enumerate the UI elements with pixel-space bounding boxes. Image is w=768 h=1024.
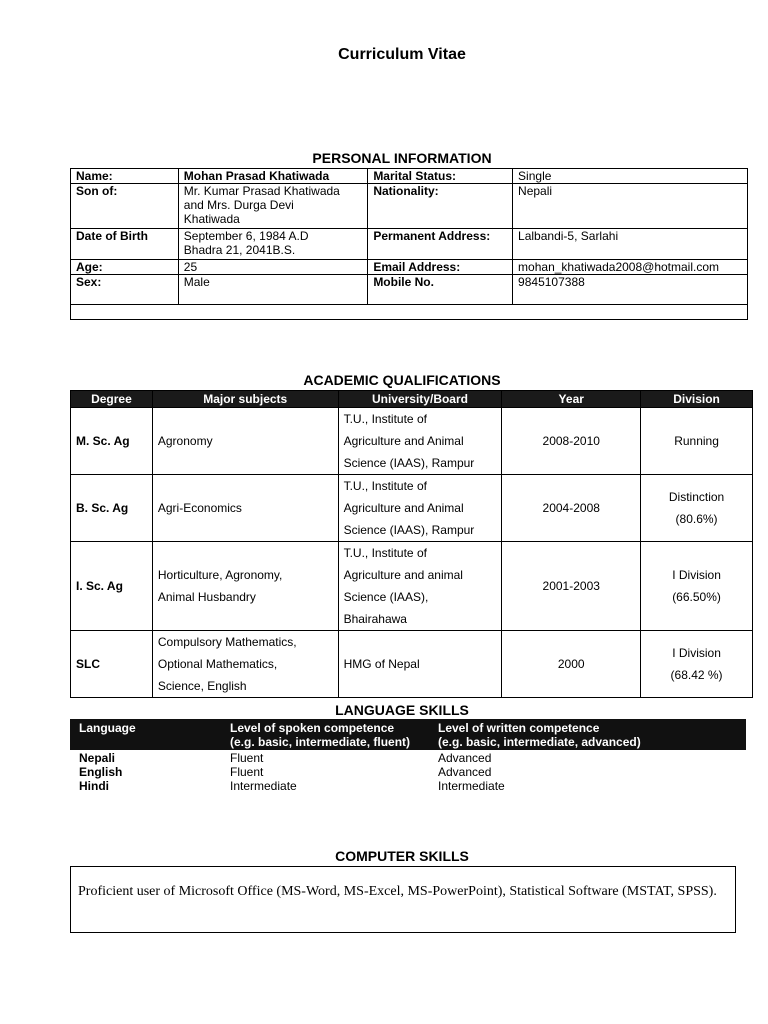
name-value: Mohan Prasad Khatiwada bbox=[178, 169, 368, 184]
subjects-cell bbox=[152, 408, 338, 475]
table-row bbox=[71, 260, 748, 275]
computer-heading: COMPUTER SKILLS bbox=[335, 848, 469, 864]
language-name: Hindi bbox=[79, 779, 109, 793]
dob-label: Date of Birth bbox=[71, 229, 179, 260]
division-cell-line: (80.6%) bbox=[675, 512, 718, 526]
division-cell-line: I Division bbox=[672, 568, 721, 582]
mobile-label: Mobile No. bbox=[368, 275, 513, 305]
marital-value: Single bbox=[513, 169, 748, 184]
table-row bbox=[71, 184, 748, 229]
university-cell-line: T.U., Institute of bbox=[343, 479, 427, 493]
column-header: Division bbox=[641, 391, 753, 408]
subjects-cell bbox=[152, 631, 338, 698]
column-header: Major subjects bbox=[152, 391, 338, 408]
table-row bbox=[71, 169, 748, 184]
division-cell bbox=[641, 631, 753, 698]
division-cell-line: Running bbox=[674, 434, 719, 448]
column-header-language: Language bbox=[79, 721, 136, 735]
dob-line: September 6, 1984 A.D bbox=[183, 229, 309, 243]
year-cell: 2004-2008 bbox=[502, 475, 641, 542]
column-header: Year bbox=[502, 391, 641, 408]
written-level: Advanced bbox=[438, 751, 492, 765]
header-line: (e.g. basic, intermediate, advanced) bbox=[438, 735, 641, 749]
language-header-row bbox=[70, 719, 746, 750]
university-cell-line: Agriculture and Animal bbox=[343, 501, 464, 515]
university-cell-line: Bhairahawa bbox=[343, 612, 407, 626]
table-row bbox=[71, 475, 753, 542]
degree-cell: I. Sc. Ag bbox=[71, 542, 153, 631]
written-level: Intermediate bbox=[438, 779, 505, 793]
university-cell-line: Agriculture and animal bbox=[343, 568, 463, 582]
table-row bbox=[71, 542, 753, 631]
university-cell-line: Science (IAAS), bbox=[343, 590, 429, 604]
subjects-cell-line: Agronomy bbox=[157, 434, 213, 448]
year-cell: 2000 bbox=[502, 631, 641, 698]
son-of-line: Mr. Kumar Prasad Khatiwada bbox=[183, 184, 340, 198]
language-row bbox=[79, 779, 109, 793]
year-cell: 2001-2003 bbox=[502, 542, 641, 631]
computer-skills-text: Proficient user of Microsoft Office (MS-Word, MS-Excel, MS-PowerPoint), Statistical Software (MSTAT, SPSS). bbox=[78, 884, 717, 899]
language-row bbox=[79, 765, 122, 779]
degree-cell: B. Sc. Ag bbox=[71, 475, 153, 542]
sex-value: Male bbox=[178, 275, 368, 305]
table-row bbox=[71, 631, 753, 698]
cv-title: Curriculum Vitae bbox=[338, 46, 466, 63]
nationality-value: Nepali bbox=[513, 184, 748, 229]
column-header-written bbox=[438, 721, 641, 749]
division-cell bbox=[641, 475, 753, 542]
empty-cell bbox=[71, 305, 748, 320]
language-row bbox=[79, 751, 115, 765]
dob-value bbox=[178, 229, 368, 260]
division-cell-line: I Division bbox=[672, 646, 721, 660]
spoken-level: Fluent bbox=[230, 765, 264, 779]
table-row bbox=[71, 229, 748, 260]
name-label: Name: bbox=[71, 169, 179, 184]
sex-label: Sex: bbox=[71, 275, 179, 305]
division-cell-line: (68.42 %) bbox=[670, 668, 723, 682]
language-heading: LANGUAGE SKILLS bbox=[335, 702, 469, 718]
spoken-level: Fluent bbox=[230, 751, 264, 765]
university-cell-line: T.U., Institute of bbox=[343, 412, 427, 426]
university-cell-line: Science (IAAS), Rampur bbox=[343, 523, 475, 537]
subjects-cell-line: Science, English bbox=[157, 679, 247, 693]
degree-cell: SLC bbox=[71, 631, 153, 698]
subjects-cell-line: Optional Mathematics, bbox=[157, 657, 278, 671]
university-cell-line: Science (IAAS), Rampur bbox=[343, 456, 475, 470]
email-value: mohan_khatiwada2008@hotmail.com bbox=[513, 260, 748, 275]
division-cell bbox=[641, 542, 753, 631]
personal-info-heading: PERSONAL INFORMATION bbox=[312, 150, 492, 166]
academic-heading: ACADEMIC QUALIFICATIONS bbox=[303, 372, 501, 388]
header-line: (e.g. basic, intermediate, fluent) bbox=[230, 735, 411, 749]
table-row bbox=[71, 408, 753, 475]
column-header-spoken bbox=[230, 721, 410, 749]
son-of-value bbox=[178, 184, 368, 229]
table-row-empty bbox=[71, 305, 748, 320]
table-row bbox=[71, 275, 748, 305]
university-cell-line: HMG of Nepal bbox=[343, 657, 420, 671]
column-header: University/Board bbox=[338, 391, 502, 408]
subjects-cell-line: Animal Husbandry bbox=[157, 590, 256, 604]
division-cell bbox=[641, 408, 753, 475]
university-cell bbox=[338, 475, 502, 542]
degree-cell: M. Sc. Ag bbox=[71, 408, 153, 475]
subjects-cell-line: Horticulture, Agronomy, bbox=[157, 568, 283, 582]
spoken-level: Intermediate bbox=[230, 779, 297, 793]
age-value: 25 bbox=[178, 260, 368, 275]
academic-body bbox=[71, 408, 753, 698]
university-cell-line: Agriculture and Animal bbox=[343, 434, 464, 448]
division-cell-line: Distinction bbox=[668, 490, 725, 504]
table-header-row bbox=[71, 391, 753, 408]
university-cell-line: T.U., Institute of bbox=[343, 546, 427, 560]
son-of-line: and Mrs. Durga Devi bbox=[183, 198, 294, 212]
age-label: Age: bbox=[71, 260, 179, 275]
year-cell: 2008-2010 bbox=[502, 408, 641, 475]
subjects-cell bbox=[152, 542, 338, 631]
university-cell bbox=[338, 408, 502, 475]
division-cell-line: (66.50%) bbox=[672, 590, 721, 604]
written-level: Advanced bbox=[438, 765, 492, 779]
personal-info-table bbox=[70, 168, 748, 320]
language-name: English bbox=[79, 765, 123, 779]
header-line: Level of spoken competence bbox=[230, 721, 395, 735]
subjects-cell-line: Compulsory Mathematics, bbox=[157, 635, 297, 649]
marital-label: Marital Status: bbox=[368, 169, 513, 184]
nationality-label: Nationality: bbox=[368, 184, 513, 229]
university-cell bbox=[338, 542, 502, 631]
son-of-line: Khatiwada bbox=[183, 212, 240, 226]
email-label: Email Address: bbox=[368, 260, 513, 275]
subjects-cell bbox=[152, 475, 338, 542]
mobile-value: 9845107388 bbox=[513, 275, 748, 305]
university-cell bbox=[338, 631, 502, 698]
header-line: Level of written competence bbox=[438, 721, 600, 735]
computer-skills-box bbox=[70, 866, 736, 933]
column-header: Degree bbox=[71, 391, 153, 408]
address-value: Lalbandi-5, Sarlahi bbox=[513, 229, 748, 260]
academic-table bbox=[70, 390, 753, 698]
son-of-label: Son of: bbox=[71, 184, 179, 229]
language-name: Nepali bbox=[79, 751, 116, 765]
address-label: Permanent Address: bbox=[368, 229, 513, 260]
dob-line: Bhadra 21, 2041B.S. bbox=[183, 243, 296, 257]
subjects-cell-line: Agri-Economics bbox=[157, 501, 242, 515]
